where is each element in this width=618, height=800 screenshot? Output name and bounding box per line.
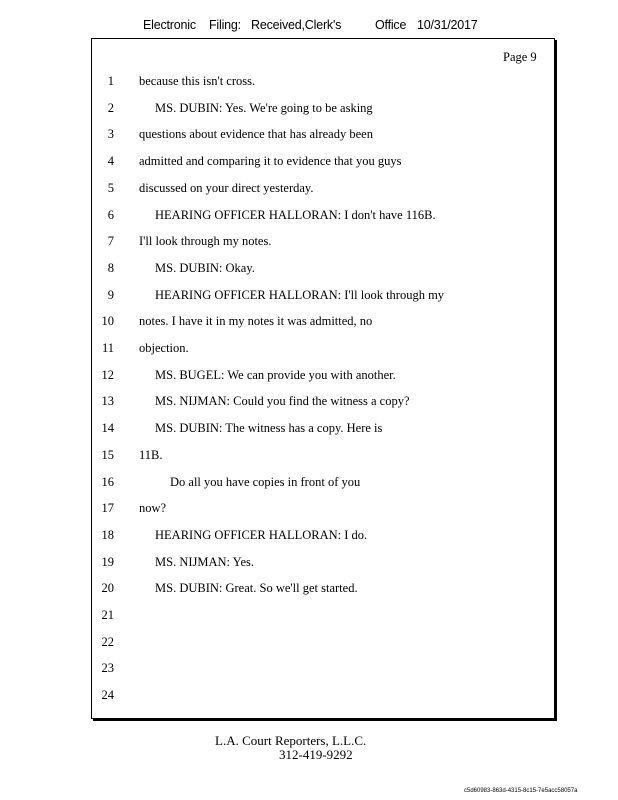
line-text: discussed on your direct yesterday. — [139, 180, 314, 195]
page-number: Page 9 — [503, 50, 537, 64]
line-text: HEARING OFFICER HALLORAN: I'll look through my — [155, 287, 445, 302]
line-number: 12 — [101, 367, 114, 382]
line-number: 11 — [101, 341, 114, 355]
line-number: 6 — [107, 207, 114, 222]
line-number: 14 — [101, 421, 114, 436]
line-text: questions about evidence that has already been — [139, 127, 373, 142]
line-text: Do all you have copies in front of you — [170, 474, 361, 489]
line-number: 15 — [101, 447, 114, 462]
line-number: 18 — [101, 527, 114, 542]
line-text: admitted and comparing it to evidence that you guys — [139, 154, 402, 169]
line-number: 24 — [101, 688, 114, 703]
line-number: 21 — [101, 608, 114, 622]
line-number: 1 — [107, 74, 114, 88]
line-number: 13 — [101, 394, 114, 409]
stamp-word-filing: Filing: — [209, 18, 241, 32]
line-text: 11B. — [139, 447, 163, 462]
line-text: HEARING OFFICER HALLORAN: I don't have 116B. — [155, 207, 436, 222]
line-number: 23 — [101, 661, 114, 676]
line-text: objection. — [139, 341, 189, 355]
stamp-word-office: Office — [375, 18, 407, 32]
line-number: 19 — [101, 554, 114, 569]
line-text: MS. DUBIN: Yes. We're going to be asking — [155, 100, 373, 115]
line-number: 16 — [101, 474, 114, 489]
stamp-date: 10/31/2017 — [417, 18, 478, 32]
line-text: because this isn't cross. — [139, 74, 256, 88]
line-text: MS. NIJMAN: Yes. — [155, 554, 254, 569]
line-text: MS. NIJMAN: Could you find the witness a copy? — [155, 394, 410, 409]
line-text: I'll look through my notes. — [139, 234, 272, 249]
line-text: MS. DUBIN: Great. So we'll get started. — [155, 581, 358, 596]
line-number: 4 — [107, 154, 114, 169]
line-number: 2 — [107, 100, 114, 115]
line-text: MS. BUGEL: We can provide you with another. — [155, 367, 396, 382]
line-text: MS. DUBIN: Okay. — [155, 260, 255, 275]
line-number: 8 — [107, 260, 114, 275]
line-text: notes. I have it in my notes it was admitted, no — [139, 314, 373, 329]
line-text: MS. DUBIN: The witness has a copy. Here is — [155, 421, 383, 436]
line-number: 22 — [101, 634, 114, 649]
line-number: 7 — [107, 234, 114, 249]
reporter-phone: 312-419-9292 — [279, 747, 353, 762]
line-number: 20 — [101, 581, 114, 596]
stamp-word-received: Received,Clerk's — [251, 18, 342, 32]
line-number: 10 — [101, 314, 114, 329]
line-number: 9 — [107, 287, 114, 302]
line-number: 5 — [107, 180, 114, 195]
stamp-word-electronic: Electronic — [143, 18, 196, 32]
reporter-firm: L.A. Court Reporters, L.L.C. — [215, 733, 367, 748]
line-text: now? — [139, 501, 167, 516]
line-number: 17 — [101, 501, 114, 516]
line-text: HEARING OFFICER HALLORAN: I do. — [155, 527, 368, 542]
document-hash: c5d60983-863d-4315-8c15-7e5acc58057a — [464, 788, 578, 794]
line-number: 3 — [107, 127, 114, 142]
